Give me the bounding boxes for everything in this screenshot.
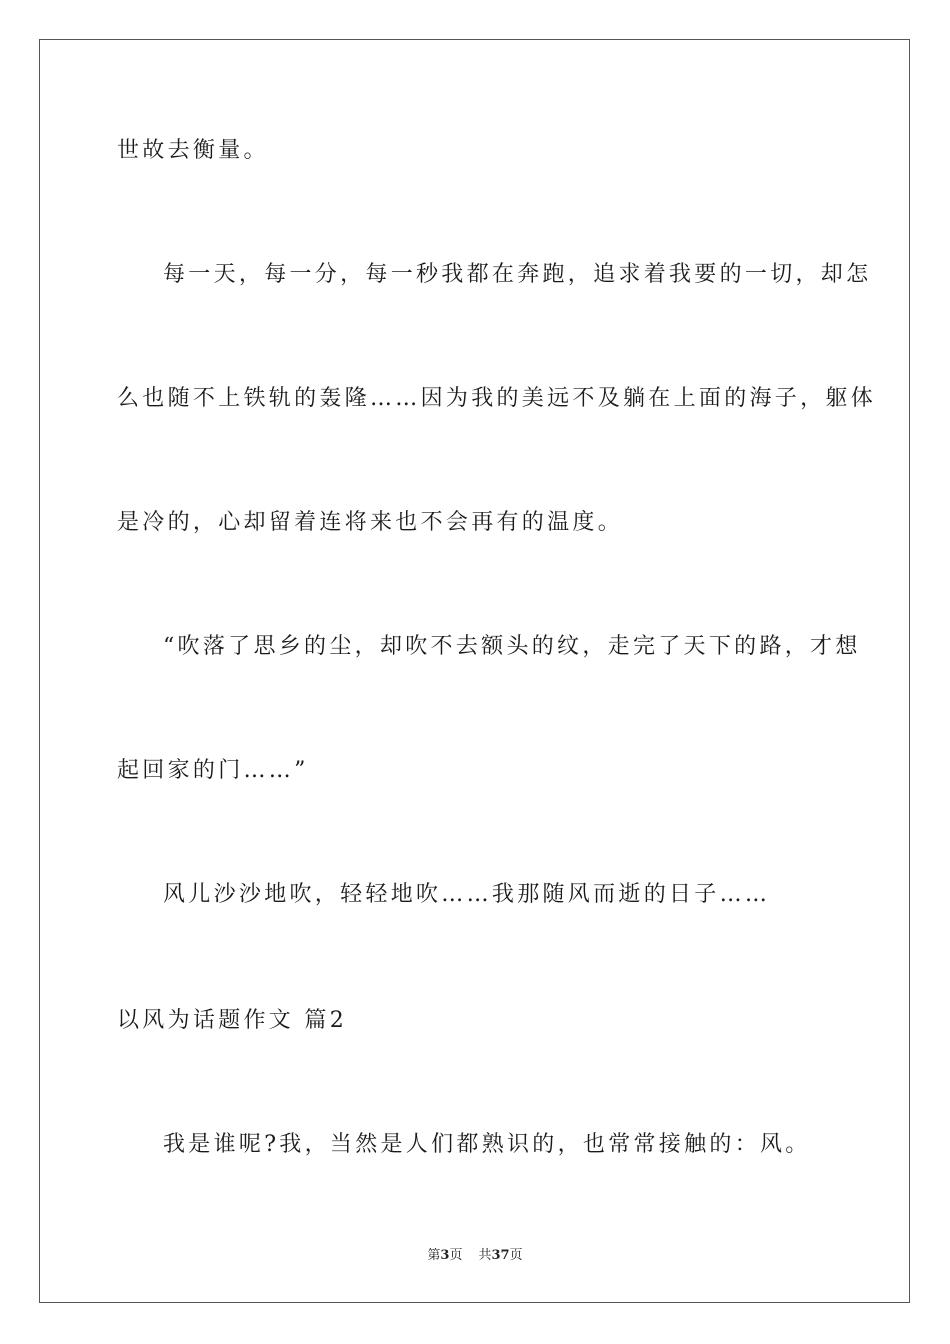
text-line-2: 每一天，每一分，每一秒我都在奔跑，追求着我要的一切，却怎 — [163, 262, 872, 287]
footer-page-prefix: 第 — [427, 1248, 441, 1263]
text-line-6: 起回家的门……” — [117, 758, 309, 783]
page-footer — [0, 1247, 950, 1265]
text-line-5: “吹落了思乡的尘，却吹不去额头的纹，走完了天下的路，才想 — [163, 634, 861, 659]
footer-total-suffix: 页 — [509, 1248, 523, 1263]
section-heading: 以风为话题作文 篇2 — [117, 1008, 347, 1033]
footer-page-number: 3 — [440, 1248, 450, 1263]
text-line-1: 世故去衡量。 — [117, 138, 269, 163]
footer-page-suffix: 页 — [449, 1248, 463, 1263]
text-line-9: 我是谁呢?我，当然是人们都熟识的，也常常接触的：风。 — [163, 1132, 811, 1157]
footer-total-pages: 37 — [491, 1248, 510, 1263]
page-border — [39, 39, 910, 1303]
text-line-7: 风儿沙沙地吹，轻轻地吹……我那随风而逝的日子…… — [163, 882, 771, 907]
footer-total-prefix: 共 — [478, 1248, 492, 1263]
text-line-3: 么也随不上铁轨的轰隆……因为我的美远不及躺在上面的海子，躯体 — [117, 386, 877, 411]
text-line-4: 是冷的，心却留着连将来也不会再有的温度。 — [117, 510, 624, 535]
